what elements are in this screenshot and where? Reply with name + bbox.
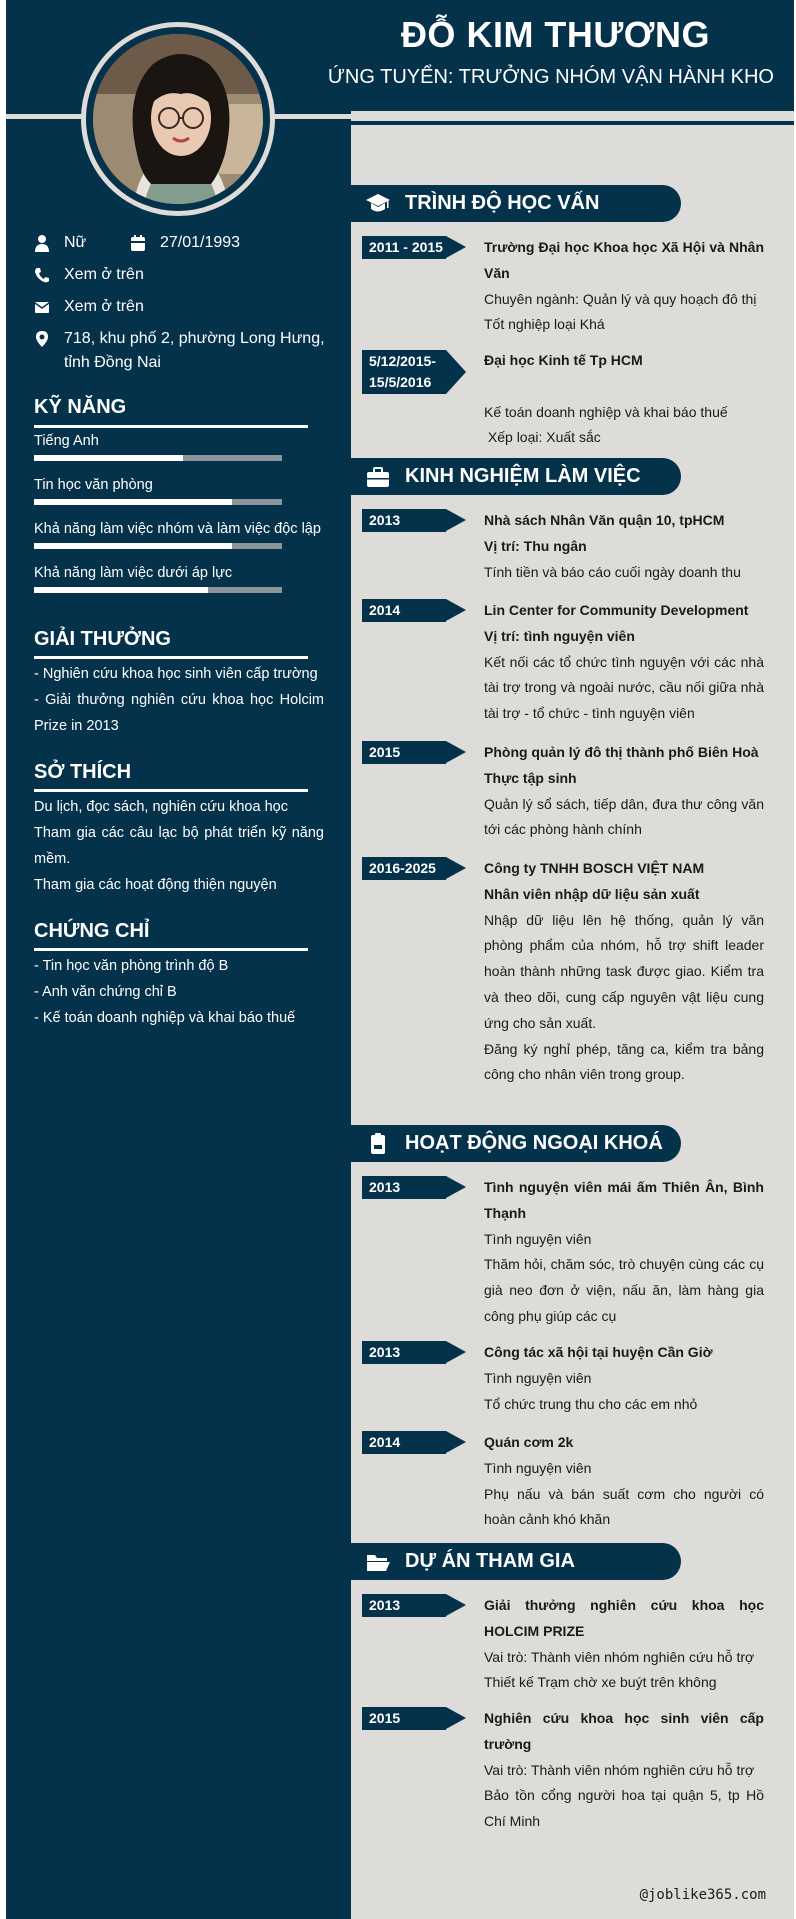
award-item: - Nghiên cứu khoa học sinh viên cấp trường [34,666,318,682]
skill-bar [34,499,282,505]
activity-entry [484,1340,764,1417]
experience-entry [484,856,764,1088]
skill-bar-fill [34,455,183,461]
skill-label: Khả năng làm việc nhóm và làm việc độc lập [34,521,321,537]
hobbies-heading: SỞ THÍCH [34,761,132,783]
experience-entry [484,740,764,843]
skill-label: Tiếng Anh [34,433,99,449]
entry-line: Vai trò: Thành viên nhóm nghiên cứu hỗ trợ [484,1761,755,1778]
projects-section-header [351,1543,681,1580]
date-tag: 2013 [362,1594,446,1617]
education-section-header [351,185,681,222]
phone-row [34,263,144,287]
entry-role: Vị trí: tình nguyện viên [484,627,635,644]
entry-title: Trường Đại học Khoa học Xã Hội và Nhân Văn [484,239,764,281]
entry-title: Công ty TNHH BOSCH VIỆT NAM [484,860,705,876]
skill-label: Khả năng làm việc dưới áp lực [34,565,233,581]
activity-entry [484,1430,764,1533]
hobby-item: Tham gia các câu lạc bộ phát triển kỹ năng mềm. [34,825,324,867]
certificates-rule [34,948,308,951]
certificates-heading: CHỨNG CHỈ [34,920,150,942]
entry-line: Kế toán doanh nghiệp và khai báo thuế [484,403,728,420]
location-icon [34,330,50,348]
entry-line: Phụ nấu và bán suất cơm cho người có hoàn cảnh khó khăn [484,1485,764,1528]
entry-title: Phòng quản lý đô thị thành phố Biên Hoà [484,744,759,760]
email-row [34,295,144,319]
entry-line: Quản lý sổ sách, tiếp dân, đưa thư công văn tới các phòng hành chính [484,795,764,838]
date-tag: 2014 [362,599,446,622]
badge-icon [365,1133,391,1155]
project-entry [484,1706,764,1835]
entry-role: Thực tập sinh [484,769,577,786]
education-entry [484,348,764,451]
address-row [34,327,334,375]
experience-section-header [351,458,681,495]
skill-bar [34,455,282,461]
skill-bar [34,543,282,549]
entry-title: Tình nguyện viên mái ấm Thiên Ân, Bình Thạnh [484,1179,764,1221]
entry-line: Chuyên ngành: Quản lý và quy hoạch đô thị [484,290,757,307]
awards-rule [34,656,308,659]
date-tag: 2013 [362,1341,446,1364]
date-tag: 2015 [362,1707,446,1730]
award-item: - Giải thưởng nghiên cứu khoa học Holcim Prize in 2013 [34,692,324,734]
applied-position: ỨNG TUYỂN: TRƯỞNG NHÓM VẬN HÀNH KHO [327,66,774,88]
calendar-icon [130,234,146,252]
entry-title: Nhà sách Nhân Văn quận 10, tpHCM [484,512,725,528]
entry-role: Tình nguyện viên [484,1230,592,1247]
candidate-name: ĐỖ KIM THƯƠNG [400,14,710,55]
awards-list [34,661,324,739]
date-tag: 2015 [362,741,446,764]
skill-bar [34,587,282,593]
experience-entry [484,598,764,727]
birthday-value: 27/01/1993 [160,234,241,251]
email-icon [34,298,50,316]
hobby-item: Tham gia các hoạt động thiện nguyện [34,877,277,893]
entry-line: Vai trò: Thành viên nhóm nghiên cứu hỗ trợ [484,1648,755,1665]
skill-label: Tin học văn phòng [34,477,153,493]
email-value: Xem ở trên [64,298,144,315]
entry-role: Nhân viên nhập dữ liệu sản xuất [484,885,700,902]
phone-value: Xem ở trên [64,266,144,283]
gender-row [34,231,240,255]
activity-entry [484,1175,764,1330]
activities-title: HOẠT ĐỘNG NGOẠI KHOÁ [405,1132,663,1154]
skill-bar-fill [34,587,208,593]
projects-title: DỰ ÁN THAM GIA [405,1550,575,1572]
skill-bar-fill [34,543,232,549]
entry-role: Tình nguyện viên [484,1369,592,1386]
entry-role: Tình nguyện viên [484,1459,592,1476]
date-end: 15/5/2016 [369,374,432,390]
user-icon [34,234,50,252]
entry-title: Quán cơm 2k [484,1434,574,1450]
entry-line: Kết nối các tổ chức tình nguyện với các nhà tài trợ trong và ngoài nước, cầu nối giữa nhà tài trợ - tổ chức - tình nguyện viên [484,653,764,722]
entry-title: Đại học Kinh tế Tp HCM [484,352,643,368]
education-title: TRÌNH ĐỘ HỌC VẤN [405,192,600,214]
graduation-cap-icon [365,193,391,215]
hobbies-rule [34,789,308,792]
avatar [90,31,266,207]
experience-title: KINH NGHIỆM LÀM VIỆC [405,465,641,487]
date-tag: 2011 - 2015 [362,236,446,259]
skills-rule [34,425,308,428]
entry-spacer [484,374,764,400]
footer-watermark: @joblike365.com [639,1887,766,1903]
entry-title: Nghiên cứu khoa học sinh viên cấp trường [484,1710,764,1752]
phone-icon [34,266,50,284]
skills-heading: KỸ NĂNG [34,396,127,418]
awards-heading: GIẢI THƯỞNG [34,628,171,650]
entry-role: Vị trí: Thu ngân [484,537,587,554]
entry-line: Xếp loại: Xuất sắc [484,429,601,446]
entry-title: Giải thưởng nghiên cứu khoa học HOLCIM PRIZE [484,1597,764,1639]
gender-value: Nữ [64,234,87,251]
date-tag: 2013 [362,509,446,532]
hobby-item: Du lịch, đọc sách, nghiên cứu khoa học [34,799,288,815]
hobbies-list [34,794,324,898]
date-tag: 2013 [362,1176,446,1199]
education-entry [484,235,764,338]
certificate-item: - Kế toán doanh nghiệp và khai báo thuế [34,1010,296,1026]
entry-line: Tốt nghiệp loại Khá [484,316,605,333]
entry-line: Thăm hỏi, chăm sóc, trò chuyện cùng các cụ già neo đơn ở viện, nấu ăn, làm hàng gia công phụ giúp các cụ [484,1256,764,1324]
entry-title: Lin Center for Community Development [484,602,749,618]
entry-line: Tính tiền và báo cáo cuối ngày doanh thu [484,563,741,580]
date-tag [362,350,446,394]
activities-section-header [351,1125,681,1162]
folder-icon [365,1551,391,1573]
date-tag: 2016-2025 [362,857,446,880]
certificate-item: - Tin học văn phòng trình độ B [34,958,229,974]
entry-title: Công tác xã hội tại huyện Cần Giờ [484,1344,713,1360]
date-tag: 2014 [362,1431,446,1454]
address-value: 718, khu phố 2, phường Long Hưng, tỉnh Đồng Nai [64,330,325,371]
entry-line: Đăng ký nghỉ phép, tăng ca, kiểm tra bảng công cho nhân viên trong group. [484,1040,764,1083]
entry-line: Nhập dữ liệu lên hệ thống, quản lý văn phòng phẩm của nhóm, hỗ trợ shift leader hoàn thành những task được giao. Kiểm tra và theo dõi, cung cấp nguyên vật liệu cung ứng cho sản xuất. [484,911,764,1031]
project-entry [484,1593,764,1696]
skill-bar-fill [34,499,232,505]
experience-entry [484,508,764,585]
date-start: 5/12/2015- [369,353,436,369]
entry-line: Thiết kế Trạm chờ xe buýt trên không [484,1674,717,1691]
entry-line: Bảo tồn cổng người hoa tại quận 5, tp Hồ Chí Minh [484,1787,764,1830]
certificates-list [34,953,324,1031]
briefcase-icon [365,466,391,488]
entry-line: Tổ chức trung thu cho các em nhỏ [484,1395,698,1412]
certificate-item: - Anh văn chứng chỉ B [34,984,177,1000]
